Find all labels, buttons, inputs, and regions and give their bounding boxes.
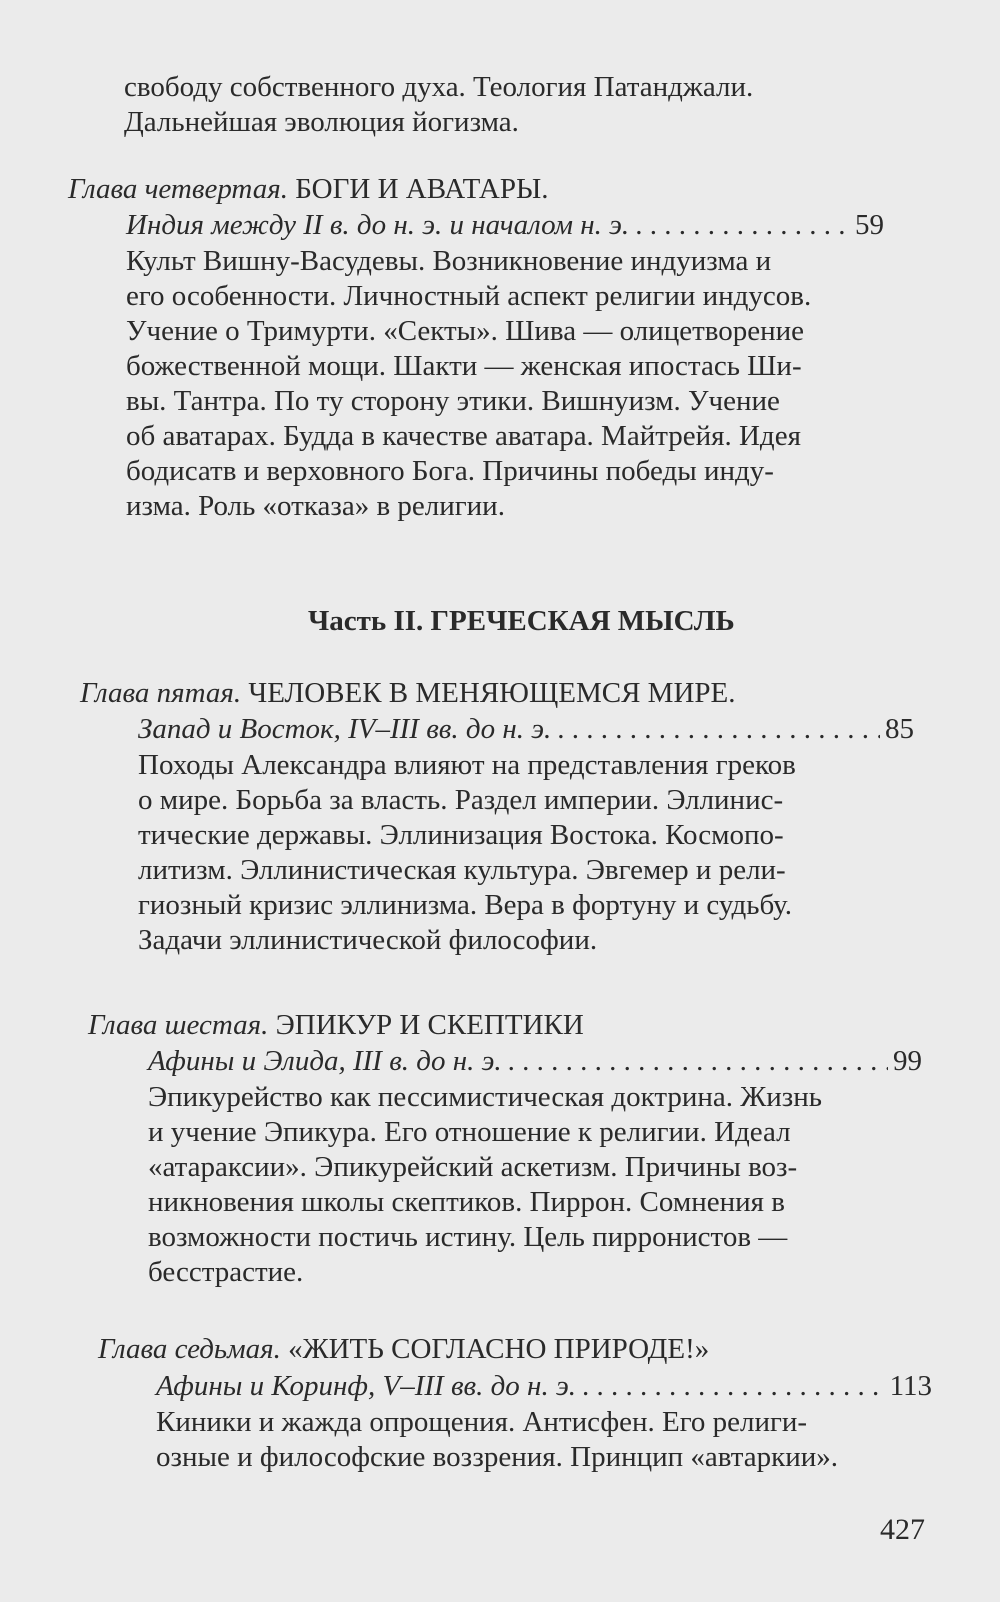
chapter-6-heading <box>88 1008 584 1043</box>
text-line: озные и философские воззрения. Принцип «автаркии». <box>156 1441 839 1473</box>
text-line: литизм. Эллинистическая культура. Эвгемер и рели- <box>138 854 786 886</box>
text-line: Культ Вишну-Васудевы. Возникновение индуизма и <box>126 245 772 277</box>
chapter-7-summary <box>156 1405 916 1475</box>
text-line: возможности постичь истину. Цель пирронистов — <box>148 1221 788 1253</box>
chapter-title: ЭПИКУР И СКЕПТИКИ <box>275 1009 584 1041</box>
text-line: его особенности. Личностный аспект религии индусов. <box>126 280 812 312</box>
chapter-label: Глава шестая. <box>88 1009 269 1041</box>
text-line: никновения школы скептиков. Пиррон. Сомнения в <box>148 1186 785 1218</box>
text-line: Киники и жажда опрощения. Антисфен. Его религи- <box>156 1406 808 1438</box>
page-ref: 113 <box>889 1370 932 1402</box>
leader-dots <box>582 1369 886 1404</box>
page-ref: 99 <box>893 1045 922 1077</box>
chapter-4-heading <box>68 172 549 207</box>
chapter-6-summary <box>148 1080 908 1290</box>
chapter-5-heading <box>80 676 736 711</box>
text-line: Учение о Тримурти. «Секты». Шива — олицетворение <box>126 315 805 347</box>
part-2-heading: Часть II. ГРЕЧЕСКАЯ МЫСЛЬ <box>308 605 735 637</box>
text-line: изма. Роль «отказа» в религии. <box>126 490 505 522</box>
chapter-title: ЧЕЛОВЕК В МЕНЯЮЩЕМСЯ МИРЕ. <box>248 677 736 709</box>
text-line: бодисатв и верховного Бога. Причины победы инду- <box>126 455 774 487</box>
text-line: вы. Тантра. По ту сторону этики. Вишнуизм. Учение <box>126 385 780 417</box>
chapter-label: Глава седьмая. <box>98 1333 281 1365</box>
text-line: тические державы. Эллинизация Востока. Космопо- <box>138 819 784 851</box>
chapter-6-subtitle-row <box>148 1044 922 1079</box>
leader-dots <box>635 208 850 243</box>
text-line: о мире. Борьба за власть. Раздел империи. Эллинис- <box>138 784 784 816</box>
chapter-title: «ЖИТЬ СОГЛАСНО ПРИРОДЕ!» <box>288 1333 710 1365</box>
page-ref: 59 <box>855 209 884 241</box>
chapter-label: Глава четвертая. <box>68 173 288 205</box>
chapter-subtitle: Запад и Восток, IV–III вв. до н. э. <box>138 713 552 745</box>
chapter-title: БОГИ И АВАТАРЫ. <box>295 173 549 205</box>
chapter-subtitle: Афины и Коринф, V–III вв. до н. э. <box>156 1370 576 1402</box>
page-number: 427 <box>880 1513 925 1546</box>
intro-paragraph <box>124 70 864 140</box>
chapter-5-summary <box>138 748 898 958</box>
page-ref: 85 <box>885 713 914 745</box>
chapter-7-heading <box>98 1332 709 1367</box>
chapter-subtitle: Афины и Элида, III в. до н. э. <box>148 1045 502 1077</box>
text-line: гиозный кризис эллинизма. Вера в фортуну и судьбу. <box>138 889 793 921</box>
leader-dots <box>557 712 880 747</box>
text-line: свободу собственного духа. Теология Патанджали. <box>124 71 754 103</box>
text-line: божественной мощи. Шакти — женская ипостась Ши- <box>126 350 802 382</box>
chapter-label: Глава пятая. <box>80 677 242 709</box>
text-line: Задачи эллинистической философии. <box>138 924 598 956</box>
text-line: об аватарах. Будда в качестве аватара. Майтрейя. Идея <box>126 420 801 452</box>
text-line: «атараксии». Эпикурейский аскетизм. Причины воз- <box>148 1151 798 1183</box>
text-line: и учение Эпикура. Его отношение к религии. Идеал <box>148 1116 791 1148</box>
text-line: Эпикурейство как пессимистическая доктрина. Жизнь <box>148 1081 822 1113</box>
text-line: бесстрастие. <box>148 1256 304 1288</box>
chapter-subtitle: Индия между II в. до н. э. и началом н. э. <box>126 209 630 241</box>
chapter-5-subtitle-row <box>138 712 914 747</box>
text-line: Дальнейшая эволюция йогизма. <box>124 106 519 138</box>
leader-dots <box>508 1044 888 1079</box>
chapter-7-subtitle-row <box>156 1369 932 1404</box>
chapter-4-summary <box>126 244 871 524</box>
chapter-4-subtitle-row <box>126 208 884 243</box>
text-line: Походы Александра влияют на представления греков <box>138 749 796 781</box>
